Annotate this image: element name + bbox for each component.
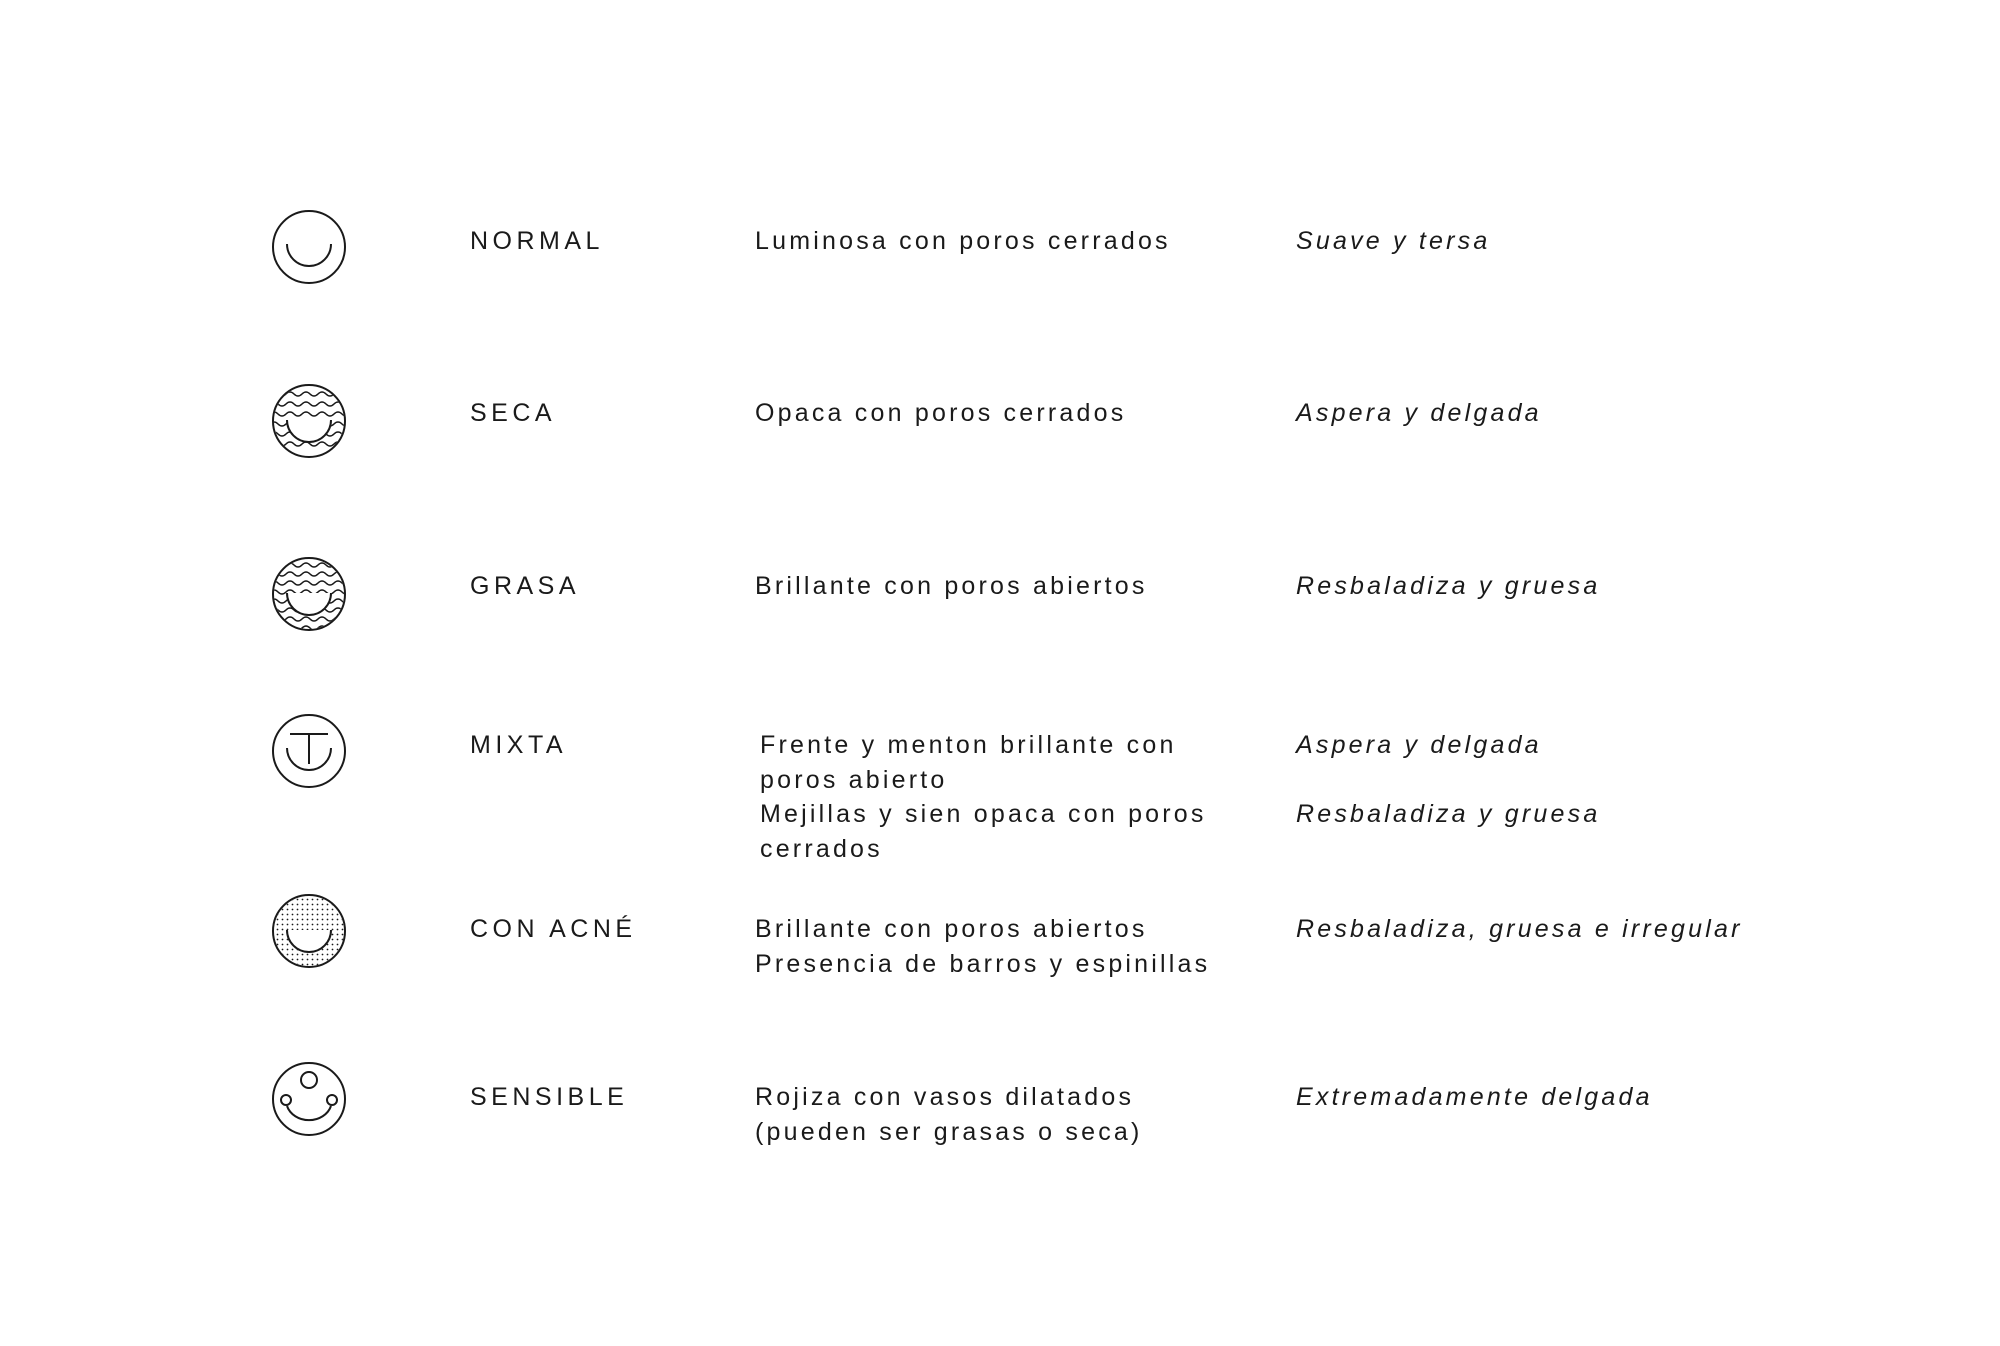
texture-line: Resbaladiza, gruesa e irregular — [1296, 915, 1743, 943]
skin-type-label: MIXTA — [470, 731, 568, 759]
skin-type-label: NORMAL — [470, 227, 604, 255]
skin-row-mixta — [0, 712, 2000, 882]
texture-line: Suave y tersa — [1296, 227, 1491, 255]
texture-line: Aspera y delgada — [1296, 399, 1542, 427]
skin-texture — [1296, 569, 1600, 604]
skin-description — [755, 1080, 1275, 1149]
skin-texture — [1296, 396, 1542, 431]
description-line: Frente y menton brillante con — [760, 731, 1177, 759]
description-line: poros abierto — [760, 765, 948, 794]
description-line: (pueden ser grasas o seca) — [755, 1117, 1143, 1146]
skin-description — [755, 912, 1275, 981]
skin-texture — [1296, 912, 1743, 947]
description-line: cerrados — [760, 834, 883, 863]
description-line: Presencia de barros y espinillas — [755, 949, 1211, 978]
skin-description — [755, 569, 1275, 604]
skin-description — [755, 224, 1275, 259]
skin-row-grasa — [0, 545, 2000, 715]
dotted-smile-icon — [270, 892, 348, 970]
skin-row-normal — [0, 200, 2000, 370]
description-line: Mejillas y sien opaca con poros — [760, 800, 1207, 828]
skin-texture — [1296, 1080, 1653, 1115]
wavy-lines-smile-icon — [270, 382, 348, 460]
texture-line: Resbaladiza y gruesa — [1296, 800, 1601, 828]
skin-texture — [1296, 728, 1600, 832]
description-line: Brillante con poros abiertos — [755, 572, 1148, 600]
skin-description — [755, 396, 1275, 431]
sensitive-smile-icon — [270, 1060, 348, 1138]
description-line: Brillante con poros abiertos — [755, 915, 1148, 943]
skin-texture — [1296, 224, 1490, 259]
skin-type-label: GRASA — [470, 572, 581, 600]
description-line: Luminosa con poros cerrados — [755, 227, 1171, 255]
plain-smile-icon — [270, 208, 348, 286]
t-zone-smile-icon — [270, 712, 348, 790]
skin-type-label: CON ACNÉ — [470, 915, 637, 943]
skin-row-sensible — [0, 1060, 2000, 1230]
skin-row-seca — [0, 372, 2000, 542]
wavy-lines-smile-icon — [270, 555, 348, 633]
texture-line: Aspera y delgada — [1296, 731, 1542, 759]
texture-line: Resbaladiza y gruesa — [1296, 572, 1601, 600]
skin-description — [760, 728, 1280, 866]
skin-type-label: SECA — [470, 399, 557, 427]
skin-row-con-acne — [0, 892, 2000, 1062]
description-line: Opaca con poros cerrados — [755, 399, 1127, 427]
texture-line: Extremadamente delgada — [1296, 1083, 1653, 1111]
skin-type-label: SENSIBLE — [470, 1083, 629, 1111]
texture-spacer — [1296, 763, 1600, 798]
description-line: Rojiza con vasos dilatados — [755, 1083, 1135, 1111]
